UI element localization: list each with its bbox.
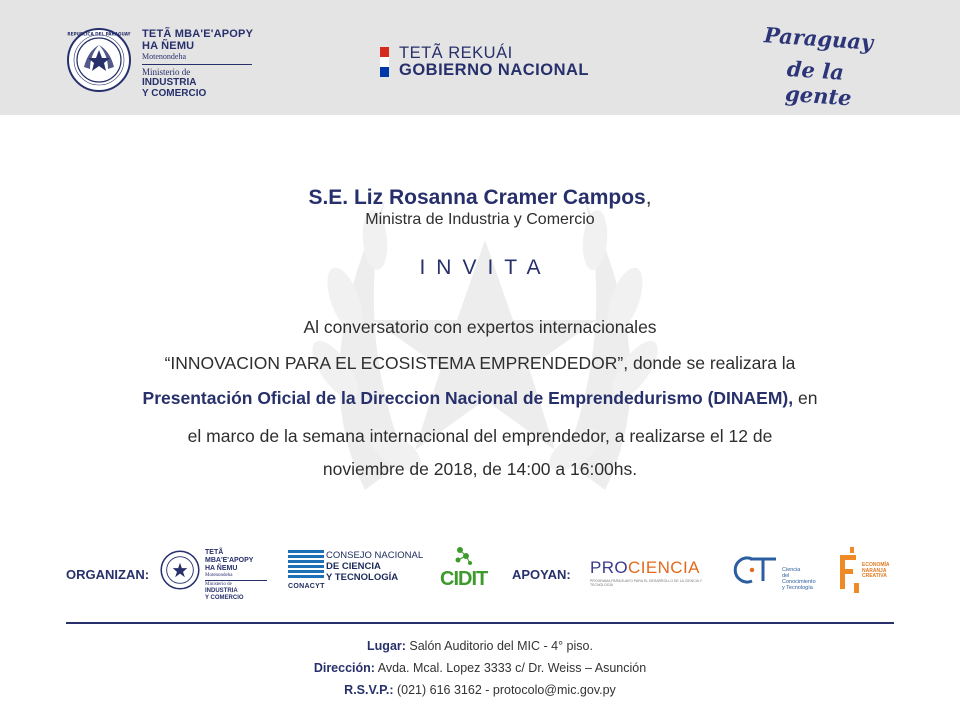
eco-line3: CREATIVA: [862, 573, 887, 579]
invitation-line3-bold: Presentación Oficial de la Direccion Nacional de Emprendedurismo (DINAEM),: [142, 388, 794, 408]
footer-direccion: [0, 661, 960, 675]
conacyt-abbr: CONACYT: [288, 583, 325, 590]
cidit-logo: [440, 546, 490, 596]
ministry-header-block: [142, 28, 258, 99]
economia-naranja-logo: [836, 545, 892, 597]
conacyt-line1: CONSEJO NACIONAL: [326, 550, 424, 561]
prociencia-pr: PR: [590, 558, 615, 577]
slogan-line1: Paraguay: [763, 22, 875, 55]
invitation-line5: noviembre de 2018, de 14:00 a 16:00hs.: [322, 459, 638, 479]
conacyt-line3: Y TECNOLOGÍA: [326, 572, 399, 583]
invitation-line2: “INNOVACION PARA EL ECOSISTEMA EMPRENDEDOR”, donde se realizara la: [164, 353, 796, 373]
header-band: [0, 0, 960, 115]
mic-small-divider: [205, 580, 267, 581]
mic-small-sub2: INDUSTRIA: [205, 588, 238, 594]
eco-line1: ECONOMÍA: [862, 562, 890, 568]
mic-small-logo: [205, 549, 271, 602]
prociencia-ciencia: CIENCIA: [628, 558, 700, 577]
invita-heading: INVITA: [419, 256, 552, 279]
mic-seal-small-icon: [160, 550, 200, 590]
minister-title: Ministra de Industria y Comercio: [365, 211, 595, 228]
prociencia-o: O: [614, 558, 629, 577]
invitation-line3-tail: en: [793, 388, 818, 408]
ministry-name-line2: HA ÑEMU: [142, 40, 195, 52]
svg-text:REPUBLICA DEL PARAGUAY: REPUBLICA DEL PARAGUAY: [67, 31, 131, 37]
cidit-text: CIDIT: [440, 568, 488, 590]
mic-small-sub3: Y COMERCIO: [205, 595, 244, 601]
conacyt-logo: [288, 550, 428, 592]
invitation-line3: [0, 388, 960, 409]
organizan-label: ORGANIZAN:: [66, 567, 150, 582]
cidit-network-icon: [440, 546, 490, 568]
minister-name-comma: ,: [645, 186, 652, 209]
national-seal-icon: [66, 27, 132, 93]
ministry-sub1: Ministerio de: [142, 67, 191, 77]
footer-rsvp: [0, 683, 960, 697]
paraguay-de-la-gente-slogan: [756, 22, 906, 111]
conacyt-mark-icon: [288, 550, 324, 580]
prociencia-subtitle: PROGRAMA PARAGUAYO PARA EL DESARROLLO DE LA CIENCIA Y TECNOLOGÍA: [590, 579, 702, 587]
lugar-label: Lugar:: [367, 639, 406, 653]
minister-name: [0, 186, 960, 210]
direccion-label: Dirección:: [313, 661, 375, 675]
invitation-line1: Al conversatorio con expertos internacionales: [303, 317, 657, 337]
ministry-name-line1: TETÃ MBA'E'APOPY: [142, 28, 254, 40]
ministry-sub3: Y COMERCIO: [142, 88, 207, 99]
slogan-line2: de la gente: [784, 55, 853, 111]
conacyt-line2: DE CIENCIA: [326, 561, 381, 572]
economia-naranja-mark-icon: [836, 545, 862, 597]
minister-name-text: S.E. Liz Rosanna Cramer Campos: [308, 186, 646, 209]
invitation-line4: el marco de la semana internacional del emprendedor, a realizarse el 12 de: [187, 426, 773, 446]
ct-sub3: y Tecnología: [782, 585, 813, 591]
mic-small-guarani: Motenondeha: [205, 573, 233, 578]
prociencia-logo: [590, 558, 716, 587]
footer-lugar: [0, 639, 960, 653]
apoyan-label: APOYAN:: [512, 567, 571, 582]
ct-sub2: del Conocimiento: [782, 573, 816, 585]
paraguay-flag-icon: [380, 47, 389, 78]
gobierno-line2: GOBIERNO NACIONAL: [399, 61, 589, 79]
rsvp-label: R.S.V.P.:: [344, 683, 394, 697]
mic-small-sub1: Ministerio de: [205, 582, 232, 587]
ministry-sub2: INDUSTRIA: [142, 77, 197, 88]
ct-sub1: Ciencia: [782, 567, 801, 573]
ct-mark-icon: [732, 553, 782, 587]
eco-line2: NARANJA: [862, 567, 887, 574]
direccion-value: Avda. Mcal. Lopez 3333 c/ Dr. Weiss – Asunción: [374, 661, 647, 675]
lugar-value: Salón Auditorio del MIC - 4° piso.: [405, 639, 593, 653]
mic-small-line1: TETÃ MBA'E'APOPY: [205, 549, 254, 564]
ct-logo: [732, 553, 822, 593]
footer-divider: [66, 622, 894, 624]
ministry-guarani-sub: Motenondeha: [142, 52, 186, 61]
gobierno-nacional-logo: [380, 45, 589, 79]
ministry-divider: [142, 64, 252, 65]
gobierno-line1: TETÃ REKUÁI: [399, 44, 513, 62]
mic-small-line2: HA ÑEMU: [205, 565, 238, 572]
rsvp-value: (021) 616 3162 - protocolo@mic.gov.py: [393, 683, 616, 697]
